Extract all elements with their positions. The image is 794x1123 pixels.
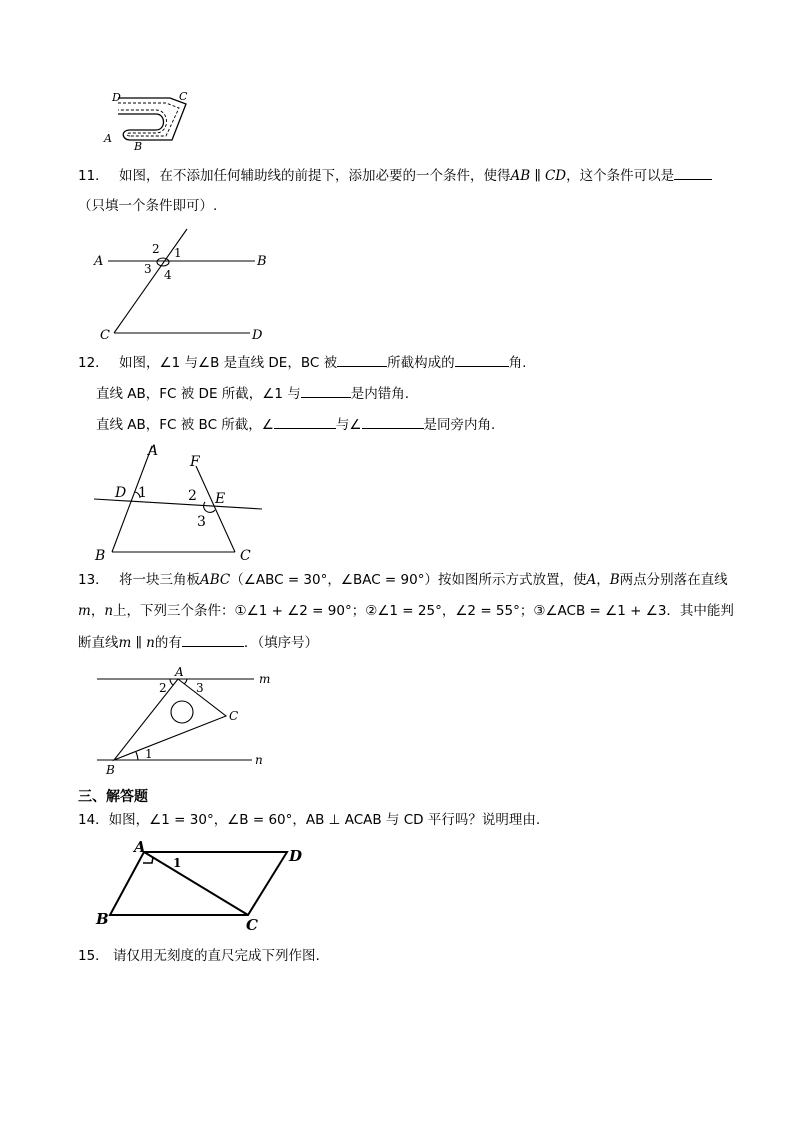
q13-l1-c: ， <box>596 572 610 588</box>
q14-text: 14．如图，∠1 = 30°，∠B = 60°，AB ⊥ ACAB 与 CD 平行吗？说明理由. <box>78 812 541 828</box>
q14-label-d: D <box>289 847 303 865</box>
q13-l3-rel: m ∥ n <box>118 635 155 651</box>
q12-angle-3: 3 <box>197 514 206 530</box>
q13-label-a: A <box>175 665 184 679</box>
top-label-b: B <box>134 140 143 152</box>
q12-label-e: E <box>215 491 226 507</box>
q12-label-b: B <box>95 548 106 564</box>
q13-label-m: m <box>259 672 271 686</box>
q13-l2-m: m <box>78 603 91 619</box>
q13-label-b: B <box>106 763 115 776</box>
q14-angle-1: 1 <box>173 856 182 870</box>
q14-label-c: C <box>246 916 258 933</box>
q11-answer-blank[interactable] <box>674 165 712 180</box>
section-title: 三、解答题 <box>78 789 148 805</box>
q13-label-c: C <box>229 709 239 723</box>
q12-angle-2: 2 <box>188 488 197 504</box>
top-figure <box>100 86 200 152</box>
q12-blank-1[interactable] <box>337 352 387 367</box>
q12-text-b: 所截构成的 <box>387 355 455 371</box>
q12-blank-3[interactable] <box>301 383 351 398</box>
q12-blank-4[interactable] <box>274 414 336 429</box>
q14-figure <box>92 838 312 933</box>
q13-label-n: n <box>255 753 263 767</box>
q12-l3-b: 与∠ <box>335 417 362 433</box>
q12-line1 <box>78 352 526 373</box>
q14-label-a: A <box>134 838 146 856</box>
q13-l3-c: ．（填序号） <box>243 635 319 651</box>
q11-angle-1: 1 <box>174 246 182 260</box>
q11-label-a: A <box>94 254 104 269</box>
q12-blank-2[interactable] <box>455 352 509 367</box>
q11-figure <box>90 225 280 345</box>
q11-number: 11． <box>78 168 109 184</box>
q13-figure <box>92 664 282 776</box>
q13-l2-b: 上，下列三个条件：①∠1 + ∠2 = 90°；②∠1 = 25°，∠2 = 55°；③∠ACB = ∠1 + ∠3．其中能判 <box>113 603 734 619</box>
q11-line1 <box>78 165 712 186</box>
q13-number: 13． <box>78 572 109 588</box>
q12-text-a: 如图，∠1 与∠B 是直线 DE，BC 被 <box>118 355 338 371</box>
q12-l2-a: 直线 AB，FC 被 DE 所截，∠1 与 <box>96 386 301 402</box>
q13-l1-pa: A <box>586 572 597 588</box>
q11-relation: AB ∥ CD <box>510 168 567 184</box>
q13-l1-abc: ABC <box>199 572 231 588</box>
q12-label-c: C <box>240 548 251 564</box>
q15-text: 15． 请仅用无刻度的直尺完成下列作图. <box>78 948 320 964</box>
q13-l1-d: 两点分别落在直线 <box>619 572 728 588</box>
q12-number: 12． <box>78 355 109 371</box>
q11-text-a: 如图，在不添加任何辅助线的前提下，添加必要的一个条件，使得 <box>118 168 511 184</box>
q13-l1-a: 将一块三角板 <box>118 572 200 588</box>
q13-l2-a: ， <box>90 603 105 619</box>
q13-angle-2: 2 <box>159 681 167 695</box>
q11-angle-4: 4 <box>164 268 172 282</box>
q12-l3-a: 直线 AB，FC 被 BC 所截，∠ <box>96 417 274 433</box>
q11-label-b: B <box>257 254 267 269</box>
q13-l3-a: 断直线 <box>78 635 119 651</box>
q13-l2-n: n <box>104 603 114 619</box>
q11-angle-2: 2 <box>152 242 160 256</box>
q11-angle-3: 3 <box>144 262 152 276</box>
q11-text-b: ，这个条件可以是 <box>566 168 675 184</box>
top-label-c: C <box>179 90 188 103</box>
q12-l2-b: 是内错角. <box>350 386 410 402</box>
q13-line3 <box>78 632 318 653</box>
q13-line2 <box>78 601 734 621</box>
q13-line1 <box>78 570 728 590</box>
q13-angle-3: 3 <box>196 681 204 695</box>
top-label-a: A <box>104 132 112 145</box>
q13-answer-blank[interactable] <box>182 632 244 647</box>
q12-label-d: D <box>115 485 127 501</box>
q13-l3-b: 的有 <box>154 635 182 651</box>
q13-l1-pb: B <box>609 572 620 588</box>
q12-figure <box>88 440 268 565</box>
q12-l3-c: 是同旁内角. <box>423 417 496 433</box>
q12-text-c: 角. <box>508 355 527 371</box>
q14-label-b: B <box>96 910 109 928</box>
q13-l1-b: （∠ABC = 30°，∠BAC = 90°）按如图所示方式放置，使 <box>230 572 587 588</box>
q13-angle-1: 1 <box>145 747 153 761</box>
q11-label-c: C <box>100 328 110 343</box>
q12-label-a: A <box>148 443 159 459</box>
q12-angle-1: 1 <box>138 485 147 501</box>
top-label-d: D <box>112 91 121 104</box>
q12-line3 <box>96 414 495 435</box>
q12-line2 <box>96 383 409 404</box>
q12-blank-5[interactable] <box>362 414 424 429</box>
q11-label-d: D <box>252 328 263 343</box>
q12-label-f: F <box>190 454 200 470</box>
q11-line2: （只填一个条件即可）. <box>78 198 218 214</box>
